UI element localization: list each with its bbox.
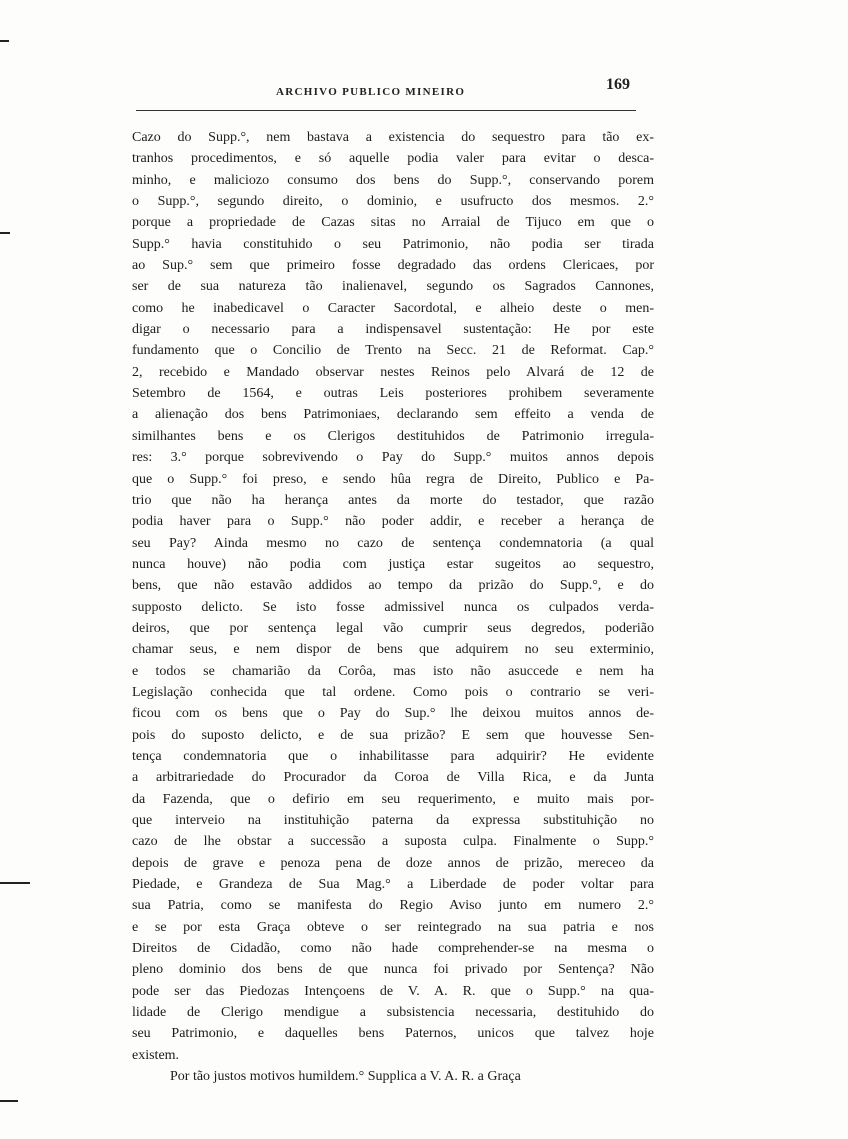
text-line: como he inabedicavel o Caracter Sacordotal, e alheio deste o men- bbox=[132, 300, 654, 316]
text-line: lidade de Clerigo mendigue a subsistencia necessaria, destituhido do bbox=[132, 1005, 654, 1021]
text-line: res: 3.° porque sobrevivendo o Pay do Supp.° muitos annos depois bbox=[132, 450, 654, 466]
text-line: tranhos procedimentos, e só aquelle podia valer para evitar o desca- bbox=[132, 151, 654, 167]
margin-mark-top bbox=[0, 40, 9, 42]
text-line: supposto delicto. Se isto fosse admissivel nunca os culpados verda- bbox=[132, 599, 654, 615]
text-line: depois de grave e penoza pena de doze annos de prizão, mereceo da bbox=[132, 855, 654, 871]
text-line: existem. bbox=[132, 1047, 180, 1063]
text-line: chamar seus, e nem dispor de bens que adquirem no seu exterminio, bbox=[132, 642, 654, 658]
text-line: Legislação conhecida que tal ordene. Como pois o contrario se veri- bbox=[132, 684, 654, 700]
text-line: ao Sup.° sem que primeiro fosse degradado das ordens Clericaes, por bbox=[132, 258, 654, 274]
text-line: sua Patria, como se manifesta do Regio Aviso junto em numero 2.° bbox=[132, 898, 654, 914]
text-line: Supp.° havia constituhido o seu Patrimonio, não podia ser tirada bbox=[132, 236, 654, 252]
page-header bbox=[128, 72, 648, 112]
text-line: e todos se chamarião da Corôa, mas isto não asuccede e nem ha bbox=[132, 663, 654, 679]
header-rule bbox=[136, 110, 636, 111]
text-line: Direitos de Cidadão, como não hade comprehender-se na mesma o bbox=[132, 941, 654, 957]
text-line: Cazo do Supp.°, nem bastava a existencia do sequestro para tão ex- bbox=[132, 130, 654, 145]
margin-mark-left bbox=[0, 232, 10, 234]
margin-mark-middle bbox=[0, 882, 30, 884]
text-line: pois do suposto delicto, e de sua prizão? E sem que houvesse Sen- bbox=[132, 727, 654, 743]
text-line: fundamento que o Concilio de Trento na Secc. 21 de Reformat. Cap.° bbox=[132, 343, 654, 359]
text-line: nunca houve) não podia com justiça estar sugeitos ao sequestro, bbox=[132, 556, 654, 572]
page-number: 169 bbox=[606, 76, 630, 93]
text-line: Setembro de 1564, e outras Leis posteriores prohibem severamente bbox=[132, 386, 654, 402]
text-line: a alienação dos bens Patrimoniaes, declarando sem effeito a venda de bbox=[132, 407, 654, 423]
text-line: seu Patrimonio, e daquelles bens Paternos, unicos que talvez hoje bbox=[132, 1026, 654, 1042]
text-line: similhantes bens e os Clerigos destituhidos de Patrimonio irregula- bbox=[132, 428, 654, 444]
text-line: o Supp.°, segundo direito, o dominio, e usufructo dos mesmos. 2.° bbox=[132, 194, 654, 210]
text-line: porque a propriedade de Cazas sitas no Arraial de Tijuco em que o bbox=[132, 215, 654, 231]
text-line: seu Pay? Ainda mesmo no cazo de sentença condemnatoria (a qual bbox=[132, 535, 654, 551]
text-line: digar o necessario para a indispensavel sustentação: He por este bbox=[132, 322, 654, 338]
text-line: ficou com os bens que o Pay do Sup.° lhe deixou muitos annos de- bbox=[132, 706, 654, 722]
text-line: pleno dominio dos bens de que nunca foi privado por Sentença? Não bbox=[132, 962, 654, 978]
text-line: trio que não ha herança antes da morte do testador, que razão bbox=[132, 492, 654, 508]
text-line: podia haver para o Supp.° não poder addir, e receber a herança de bbox=[132, 514, 654, 530]
running-head: ARCHIVO PUBLICO MINEIRO bbox=[276, 86, 466, 98]
text-line: Piedade, e Grandeza de Sua Mag.° a Liberdade de poder voltar para bbox=[132, 877, 654, 893]
margin-mark-bottom bbox=[0, 1100, 18, 1102]
text-line: tença condemnatoria que o inhabilitasse para adquirir? He evidente bbox=[132, 748, 654, 764]
text-line: que o Supp.° foi preso, e sendo hûa regra de Direito, Publico e Pa- bbox=[132, 471, 654, 487]
text-line: ser de sua natureza tão inalienavel, segundo os Sagrados Cannones, bbox=[132, 279, 654, 295]
text-line: que interveio na instituhição paterna da expressa substituhição no bbox=[132, 813, 654, 828]
text-line: bens, que não estavão addidos ao tempo da prizão do Supp.°, e do bbox=[132, 578, 654, 594]
text-line: deiros, que por sentença legal vão cumprir seus degredos, poderião bbox=[132, 620, 654, 636]
body-text bbox=[132, 127, 654, 1087]
text-line: da Fazenda, que o defirio em seu requerimento, e muito mais por- bbox=[132, 791, 654, 807]
text-line: minho, e maliciozo consumo dos bens do Supp.°, conservando porem bbox=[132, 172, 654, 188]
text-line: e se por esta Graça obteve o ser reintegrado na sua patria e nos bbox=[132, 919, 654, 935]
text-line: 2, recebido e Mandado observar nestes Reinos pelo Alvará de 12 de bbox=[132, 364, 654, 380]
text-line: cazo de lhe obstar a successão a suposta culpa. Finalmente o Supp.° bbox=[132, 834, 654, 850]
text-line: pode ser das Piedozas Intençoens de V. A. R. que o Supp.° na qua- bbox=[132, 983, 654, 999]
text-line: Por tão justos motivos humildem.° Supplica a V. A. R. a Graça bbox=[170, 1069, 521, 1085]
text-line: a arbitrariedade do Procurador da Coroa de Villa Rica, e da Junta bbox=[132, 770, 654, 786]
